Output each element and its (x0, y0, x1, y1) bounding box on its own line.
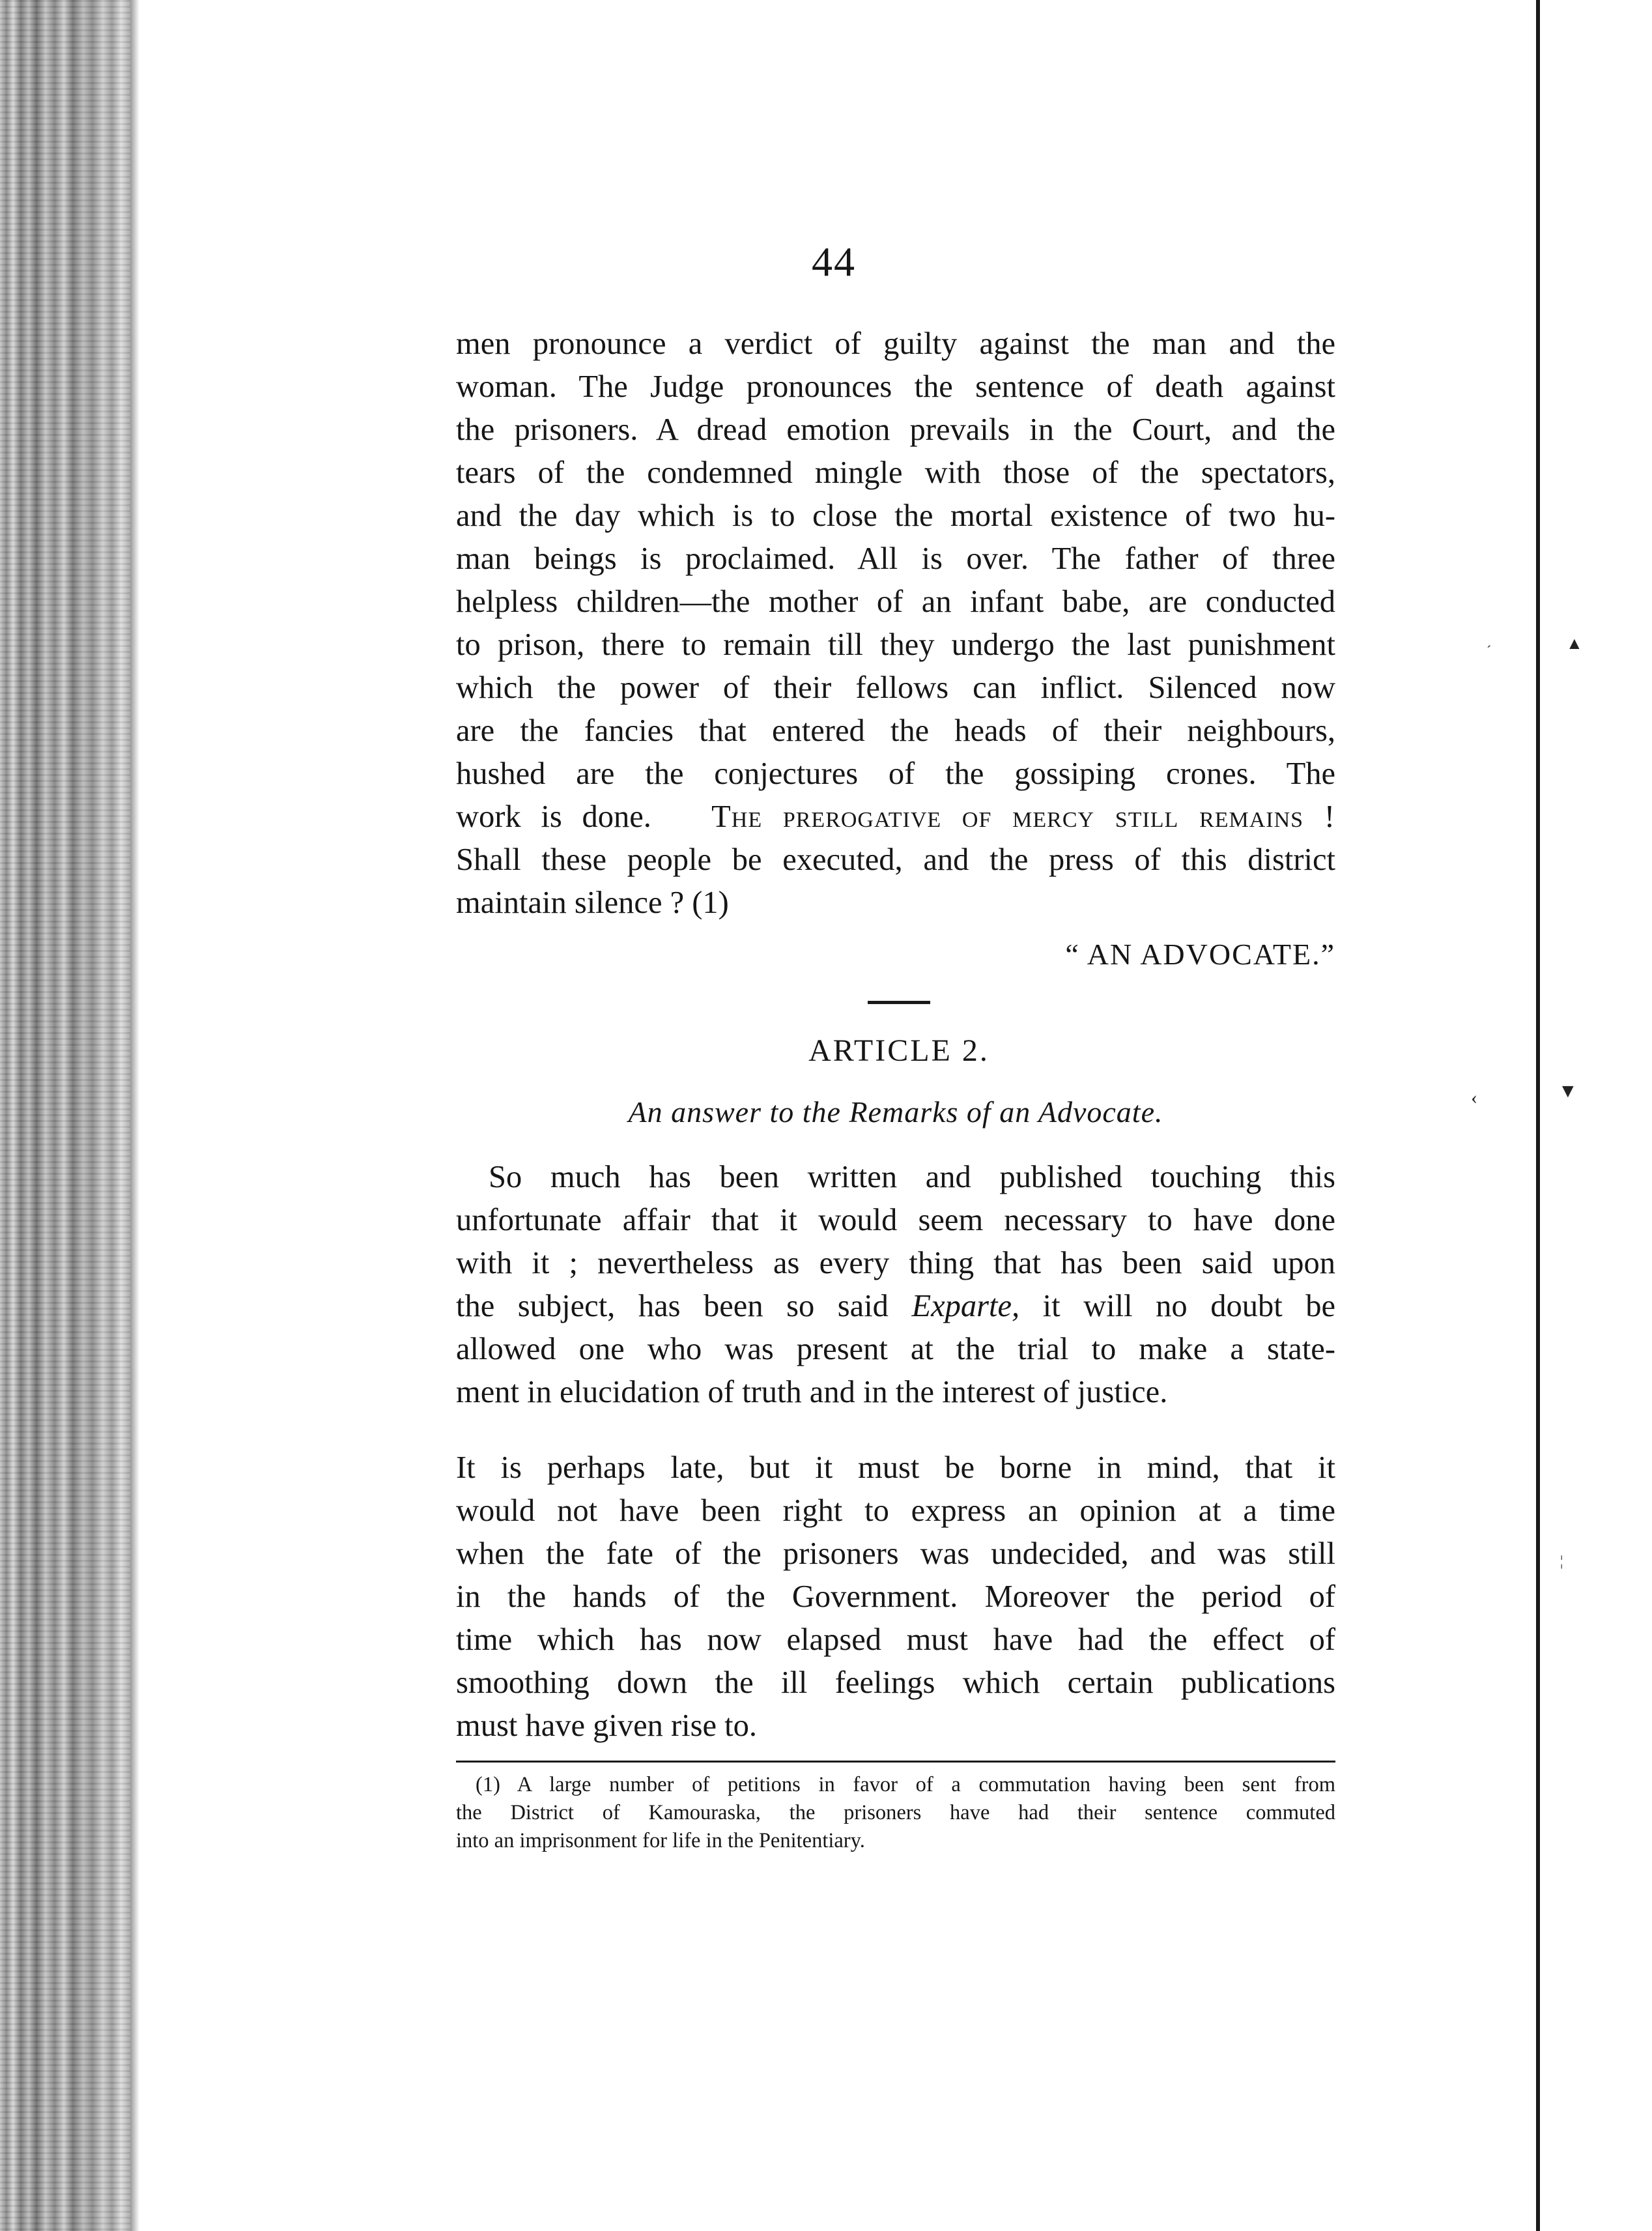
text-fragment: it will no doubt be (1042, 1289, 1335, 1323)
paragraph-answer-intro (456, 1156, 1335, 1414)
exparte-italic: Exparte, (911, 1289, 1020, 1323)
edge-mark: ▲ (1566, 634, 1583, 653)
text-line: the prisoners. A dread emotion prevails in the Court, and the (456, 412, 1335, 447)
text-fragment: work is done. (456, 799, 651, 834)
section-divider (868, 1001, 930, 1004)
text-line: to prison, there to remain till they undergo the last punishment (456, 627, 1335, 662)
text-line: would not have been right to express an opinion at a time (456, 1493, 1335, 1528)
text-line: It is perhaps late, but it must be borne in mind, that it (456, 1450, 1335, 1485)
prerogative-of-mercy-text: The prerogative of mercy still remains ! (711, 799, 1335, 834)
text-line: unfortunate affair that it would seem necessary to have done (456, 1203, 1335, 1237)
edge-mark: ▼ (1558, 1080, 1578, 1102)
edge-mark: ‹ (1471, 1087, 1477, 1108)
text-line: tears of the condemned mingle with those of the spectators, (456, 455, 1335, 490)
text-line: man beings is proclaimed. All is over. The father of three (456, 541, 1335, 576)
footnote (456, 1771, 1335, 1855)
footnote-line: into an imprisonment for life in the Penitentiary. (456, 1829, 865, 1852)
text-line: ment in elucidation of truth and in the interest of justice. (456, 1375, 1168, 1409)
edge-mark: ¦ (1560, 1553, 1563, 1569)
gutter-shadow (130, 0, 139, 2231)
text-line: hushed are the conjectures of the gossiping crones. The (456, 756, 1335, 791)
article-title: ARTICLE 2. (808, 1033, 990, 1068)
text-line: allowed one who was present at the trial to make a state- (456, 1332, 1335, 1366)
text-line: and the day which is to close the mortal existence of two hu- (456, 498, 1335, 533)
article-subtitle: An answer to the Remarks of an Advocate. (628, 1095, 1163, 1129)
signature-advocate: “ AN ADVOCATE.” (1065, 938, 1335, 971)
text-line: men pronounce a verdict of guilty against the man and the (456, 326, 1335, 361)
paragraph-advocate-letter (456, 323, 1335, 925)
text-line: woman. The Judge pronounces the sentence of death against (456, 369, 1335, 404)
text-line: which the power of their fellows can inflict. Silenced now (456, 670, 1335, 705)
text-line: Shall these people be executed, and the press of this district (456, 842, 1335, 877)
text-line: with it ; nevertheless as every thing that has been said upon (456, 1246, 1335, 1280)
footnote-rule (456, 1761, 1335, 1763)
text-fragment: the subject, has been so said (456, 1289, 889, 1323)
text-line-exparte (456, 1285, 1335, 1328)
paragraph-timing (456, 1447, 1335, 1748)
footnote-line: (1) A large number of petitions in favor of a commutation having been sent from (476, 1773, 1335, 1796)
text-line: are the fancies that entered the heads of their neighbours, (456, 713, 1335, 748)
text-line: in the hands of the Government. Moreover the period of (456, 1579, 1335, 1614)
text-line: maintain silence ? (1) (456, 885, 729, 920)
text-line-mercy (456, 796, 1335, 839)
edge-mark: ´ (1487, 642, 1492, 659)
footnote-line: the District of Kamouraska, the prisoners have had their sentence commuted (456, 1801, 1335, 1824)
text-line: time which has now elapsed must have had the effect of (456, 1622, 1335, 1657)
text-line: when the fate of the prisoners was undecided, and was still (456, 1536, 1335, 1571)
page-number: 44 (812, 238, 856, 285)
text-line: So much has been written and published touching this (489, 1160, 1335, 1194)
text-line: smoothing down the ill feelings which certain publications (456, 1665, 1335, 1700)
text-line: must have given rise to. (456, 1708, 758, 1743)
page-edge-rule (1536, 0, 1540, 2231)
text-line: helpless children—the mother of an infant babe, are conducted (456, 584, 1335, 619)
book-spine (0, 0, 130, 2231)
